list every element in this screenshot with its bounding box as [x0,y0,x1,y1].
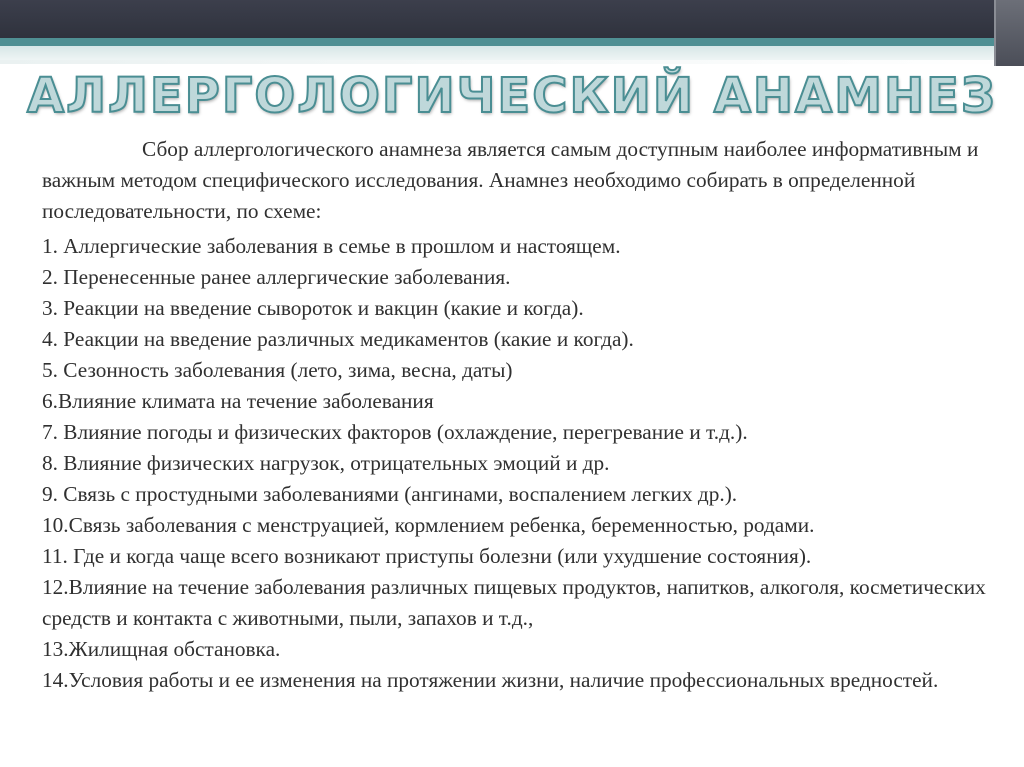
header-teal-stripe [0,38,1024,46]
list-item: 9. Связь с простудными заболеваниями (ангинами, воспалением легких др.). [42,482,738,506]
list-item: 11. Где и когда чаще всего возникают приступы болезни (или ухудшение состояния). [42,544,812,568]
list-item: 8. Влияние физических нагрузок, отрицательных эмоций и др. [42,451,610,475]
list-item: 3. Реакции на введение сывороток и вакцин (какие и когда). [42,296,584,320]
list-item: 13.Жилищная обстановка. [42,637,281,661]
list-item: 10.Связь заболевания с менструацией, кормлением ребенка, беременностью, родами. [42,513,815,537]
list-item: 7. Влияние погоды и физических факторов (охлаждение, перегревание и т.д.). [42,420,748,444]
list-item: 1. Аллергические заболевания в семье в прошлом и настоящем. [42,234,621,258]
list-item: 2. Перенесенные ранее аллергические заболевания. [42,265,511,289]
list-item: 12.Влияние на течение заболевания различных пищевых продуктов, напитков, алкоголя, косметических средств и контакта с животными, пыли, запахов и т.д., [42,575,986,630]
title-container [0,66,1024,126]
list-item: 6.Влияние климата на течение заболевания [42,389,434,413]
anamnesis-list [42,231,1002,696]
header-corner-tab [994,0,1024,66]
list-item: 4. Реакции на введение различных медикаментов (какие и когда). [42,327,634,351]
header-light-stripe [0,46,1024,60]
list-item: 14.Условия работы и ее изменения на протяжении жизни, наличие профессиональных вредностей. [42,668,939,692]
slide-title: АЛЛЕРГОЛОГИЧЕСКИЙ АНАМНЕЗ [26,68,998,124]
slide-content [42,134,1002,696]
header-dark-band [0,0,1024,38]
header-fade-stripe [0,60,1024,64]
list-item: 5. Сезонность заболевания (лето, зима, весна, даты) [42,358,513,382]
intro-paragraph: Сбор аллергологического анамнеза является самым доступным наиболее информативным и важным методом специфического исследования. Анамнез необходимо собирать в определенной последовательности, по схеме: [42,137,979,223]
